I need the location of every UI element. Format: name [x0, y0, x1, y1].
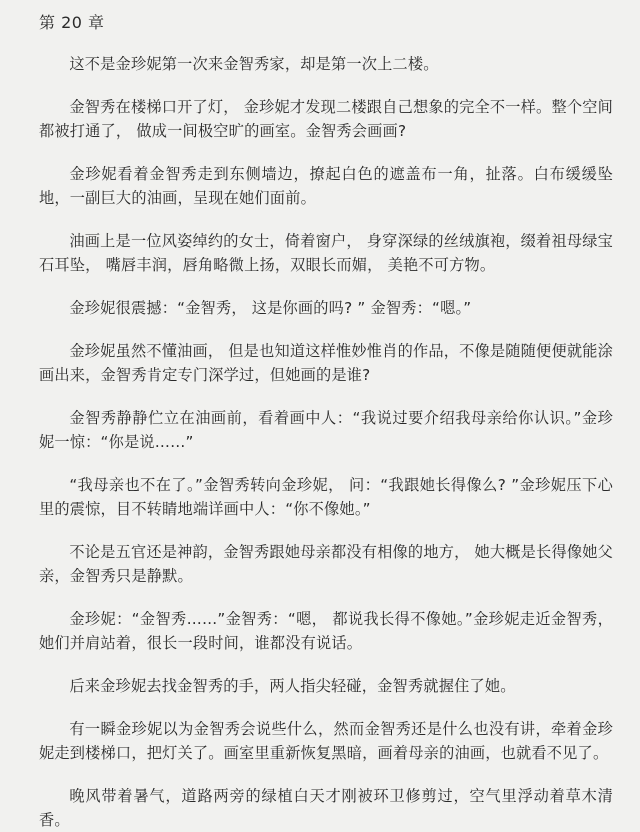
paragraph-10: 金珍妮：“金智秀……”金智秀：“嗯， 都说我长得不像她。”金珍妮走近金智秀， 她们并肩站着，很长一段时间，谁都没有说话。 — [39, 610, 613, 652]
paragraph-12: 有一瞬金珍妮以为金智秀会说些什么，然而金智秀还是什么也没有讲，牵着金珍妮走到楼梯口，把灯关了。画室里重新恢复黑暗，画着母亲的油画，也就看不见了。 — [39, 720, 613, 762]
paragraph-2: 金智秀在楼梯口开了灯， 金珍妮才发现二楼跟自己想象的完全不一样。整个空间都被打通了， 做成一间极空旷的画室。金智秀会画画? — [39, 98, 613, 140]
paragraph-13: 晚风带着暑气，道路两旁的绿植白天才刚被环卫修剪过，空气里浮动着草木清香。 — [39, 787, 613, 829]
chapter-title: 第 20 章 — [39, 13, 105, 32]
paragraph-7: 金智秀静静伫立在油画前，看着画中人：“我说过要介绍我母亲给你认识。”金珍妮一惊：“你是说……” — [39, 409, 613, 451]
paragraph-6: 金珍妮虽然不懂油画， 但是也知道这样惟妙惟肖的作品，不像是随随便便就能涂画出来，金智秀肯定专门深学过，但她画的是谁? — [39, 342, 613, 384]
paragraph-3: 金珍妮看着金智秀走到东侧墙边，撩起白色的遮盖布一角，扯落。白布缓缓坠地，一副巨大的油画，呈现在她们面前。 — [39, 165, 613, 207]
paragraph-4: 油画上是一位风姿绰约的女士，倚着窗户， 身穿深绿的丝绒旗袍，缀着祖母绿宝石耳坠， 嘴唇丰润，唇角略微上扬，双眼长而媚， 美艳不可方物。 — [39, 232, 613, 274]
paragraph-11: 后来金珍妮去找金智秀的手，两人指尖轻碰，金智秀就握住了她。 — [69, 677, 516, 695]
paragraph-9: 不论是五官还是神韵，金智秀跟她母亲都没有相像的地方， 她大概是长得像她父亲，金智秀只是静默。 — [39, 543, 613, 585]
paragraph-5: 金珍妮很震撼：“金智秀， 这是你画的吗? ” 金智秀：“嗯。” — [69, 299, 472, 317]
paragraph-1: 这不是金珍妮第一次来金智秀家，却是第一次上二楼。 — [69, 55, 439, 73]
paragraph-8: “我母亲也不在了。”金智秀转向金珍妮， 问：“我跟她长得像么? ”金珍妮压下心里的震惊，目不转睛地端详画中人：“你不像她。” — [39, 476, 613, 518]
